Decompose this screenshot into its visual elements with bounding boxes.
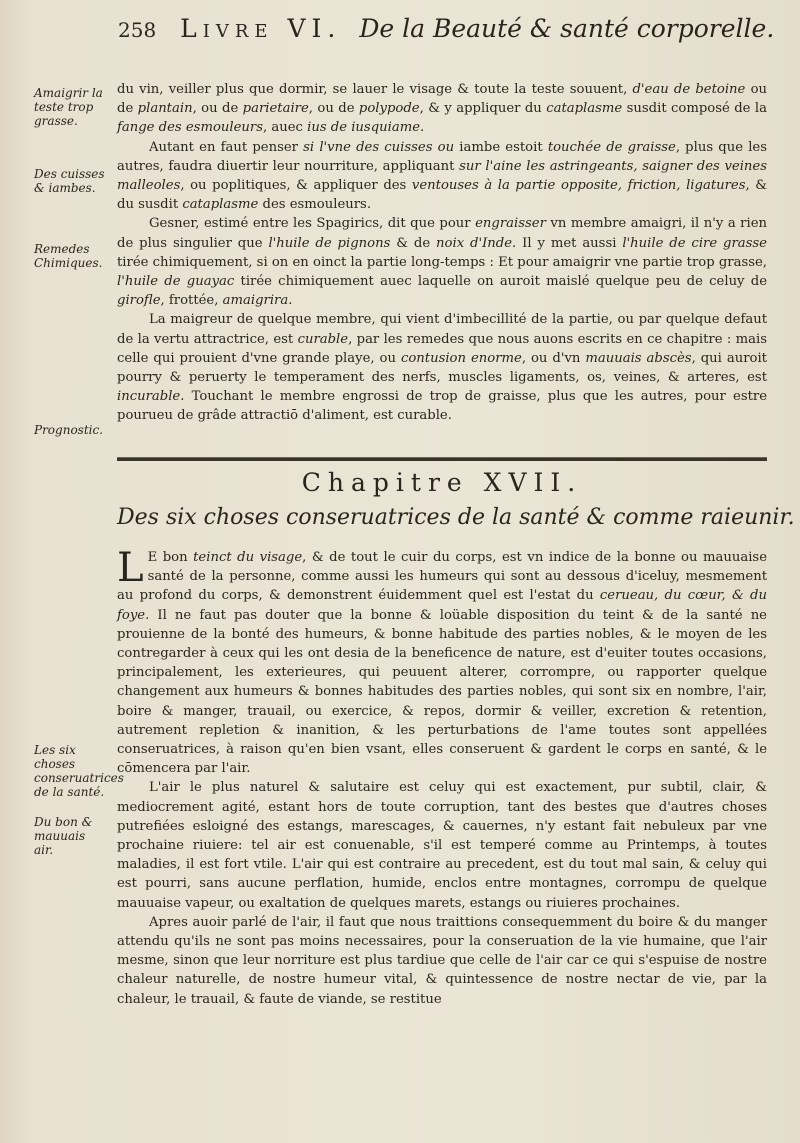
- paragraph: La maigreur de quelque membre, qui vient d'imbecillité de la partie, ou par quelque defaut de la vertu attractrice, est curable, par les remedes que nous auons escrits en ce chapitre : mais celle qui prouient d'vne grande playe, ou contusion enorme, ou d'vn mauuais abscès, qui auroit pourry & peruerty le temperament des nerfs, muscles ligaments, os, veines, & arteres, est incurable. Touchant le membre engrossi de trop de graisse, plus que les autres, pour estre pourueu de grâde attractiō d'aliment, est curable.: [117, 312, 768, 424]
- margin-note-air: Du bon & mauuais air.: [34, 815, 93, 857]
- book-title: Livre VI.: [180, 14, 342, 43]
- chapter-heading: Chapitre XVII.: [301, 468, 583, 497]
- drop-cap: L: [117, 545, 144, 591]
- text-block-lower: [117, 545, 767, 1009]
- margin-note-amaigrir: Amaigrir la teste trop grasse.: [34, 86, 103, 128]
- margin-note-six-choses: Les six choses conseruatrices de la santé.: [34, 743, 124, 799]
- paragraph: L'air le plus naturel & salutaire est celuy qui est exactement, pur subtil, clair, & mediocrement agité, estant hors de toute corruption, tant des bestes que d'autres choses putrefiées esloigné des estangs, marescages, & cauernes, n'y estant fait nebuleux par vne prochaine riuiere: tel air est conuenable, s'il est temperé comme au Printemps, à toutes maladies, il est fort vtile. L'air qui est contraire au precedent, est du tout mal sain, & celuy qui est pourri, sans aucune perflation, humide, enclos entre montagnes, corrompu de quelque mauuaise vapeur, ou exaltation de quelques marets, estangs ou riuieres prochaines.: [117, 780, 767, 911]
- paragraph: Autant en faut penser si l'vne des cuisses ou iambe estoit touchée de graisse, plus que les autres, faudra diuertir leur nourriture, appliquant sur l'aine les astringeants, saigner des veines malleoles, ou poplitiques, & appliquer des ventouses à la partie opposite, friction, ligatures, & du susdit cataplasme des esmouleurs.: [117, 139, 767, 213]
- running-title: De la Beauté & santé corporelle.: [359, 14, 775, 43]
- section-divider: [117, 457, 767, 461]
- margin-note-remedes: Remedes Chimiques.: [34, 242, 103, 270]
- text-block-upper: [117, 80, 767, 426]
- running-head: [118, 14, 775, 43]
- paragraph: Gesner, estimé entre les Spagirics, dit que pour engraisser vn membre amaigri, il n'y a rien de plus singulier que l'huile de pignons & de noix d'Inde. Il y met aussi l'huile de cire grasse tirée chimiquement, si on en oinct la partie long-temps : Et pour amaigrir vne partie trop grasse, l'huile de guayac tirée chimiquement auec laquelle on auroit maislé quelque peu de celuy de girofle, frottée, amaigrira.: [117, 216, 767, 309]
- paragraph: du vin, veiller plus que dormir, se lauer le visage & toute la teste souuent, d'eau de betoine ou de plantain, ou de parietaire, ou de polypode, & y appliquer du cataplasme susdit composé de la fange des esmouleurs, auec ius de iusquiame.: [117, 82, 767, 136]
- margin-note-prognostic: Prognostic.: [34, 423, 104, 437]
- page-number: 258: [118, 18, 157, 42]
- paragraph: Apres auoir parlé de l'air, il faut que nous traittions consequemment du boire & du manger attendu qu'ils ne sont pas moins necessaires, pour la conseruation de la vie humaine, que l'air mesme, sinon que leur norriture est plus tardiue que celle de l'air car ce qui s'espuise de nostre chaleur naturelle, de nostre humeur vital, & quintessence de nostre nectar de vie, par la chaleur, le trauail, & faute de viande, se restitue: [117, 914, 767, 1007]
- margin-note-cuisses: Des cuisses & iambes.: [34, 167, 105, 195]
- chapter-title: Des six choses conseruatrices de la santé & comme raieunir.: [117, 505, 795, 530]
- paragraph: L E bon teinct du visage, & de tout le cuir du corps, est vn indice de la bonne ou mauuaise santé de la personne, comme aussi les humeurs qui sont au dessous d'iceluy, mesmement au profond du corps, & demonstrent éuidemment quel est l'estat du cerueau, du cœur, & du foye. Il ne faut pas douter que la bonne & loüable disposition du teint & de la santé ne prouienne de la bonté des humeurs, & bonne habitude des parties nobles, & le moyen de les contregarder à ceux qui les ont desia de la beneficence de nature, est d'euiter toutes occasions, principalement, les exterieures, qui peuuent alterer, corrompre, ou rapporter quelque changement aux humeurs & bonnes habitudes des parties nobles, qui sont six en nombre, l'air, boire & manger, trauail, ou exercice, & repos, dormir & veiller, excretion & retention, autrement repletion & inanition, & les perturbations de l'ame toutes sont appellées conseruatrices, à raison qu'en bien vsant, elles conseruent & gardent le corps en santé, & le cōmencera par l'air.: [117, 545, 767, 777]
